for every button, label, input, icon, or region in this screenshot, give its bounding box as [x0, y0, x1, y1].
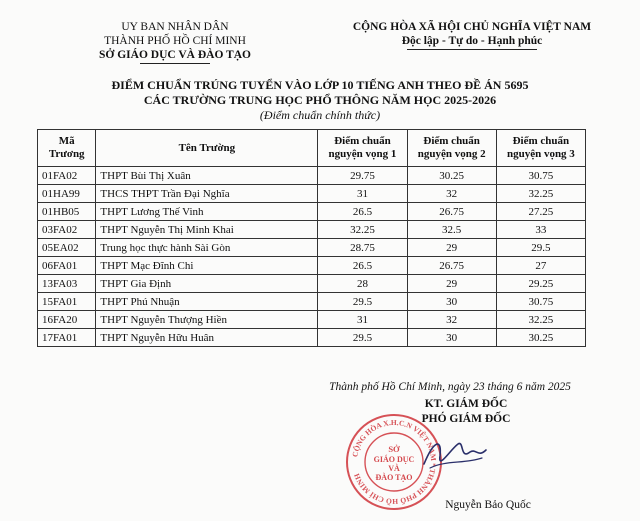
signer-name: Nguyễn Bảo Quốc [445, 499, 531, 511]
school-code: 17FA01 [38, 329, 96, 347]
school-code: 03FA02 [38, 221, 96, 239]
score-nv2: 26.75 [407, 257, 496, 275]
header-nv2: Điểm chuẩn nguyện vọng 2 [407, 130, 496, 167]
school-name: THCS THPT Trần Đại Nghĩa [96, 185, 318, 203]
title-line-1: ĐIỂM CHUẨN TRÚNG TUYỂN VÀO LỚP 10 TIẾNG ANH THEO ĐỀ ÁN 5695 [111, 78, 529, 92]
issue-date: Thành phố Hồ Chí Minh, ngày 23 tháng 6 năm 2025 [329, 381, 571, 393]
authority-underline [140, 63, 210, 64]
score-nv1: 32.25 [318, 221, 407, 239]
score-nv2: 29 [407, 275, 496, 293]
table-row [38, 239, 586, 257]
seal-center-line-3: VÀ [388, 464, 400, 473]
score-nv3: 32.25 [496, 185, 585, 203]
school-name: THPT Nguyễn Thị Minh Khai [96, 221, 318, 239]
score-nv3: 29.25 [496, 275, 585, 293]
score-nv3: 29.5 [496, 239, 585, 257]
school-code: 16FA20 [38, 311, 96, 329]
seal-center-line-4: ĐÀO TẠO [375, 473, 413, 482]
school-name: THPT Phú Nhuận [96, 293, 318, 311]
score-nv1: 28 [318, 275, 407, 293]
score-nv3: 27 [496, 257, 585, 275]
signer-role-line-1: KT. GIÁM ĐỐC [424, 398, 508, 410]
school-name: THPT Gia Định [96, 275, 318, 293]
authority-line-1: UY BAN NHÂN DÂN [121, 21, 229, 33]
table-row [38, 185, 586, 203]
table-row [38, 203, 586, 221]
admission-scores-table [37, 129, 586, 347]
score-nv3: 33 [496, 221, 585, 239]
table-row [38, 221, 586, 239]
score-nv1: 28.75 [318, 239, 407, 257]
score-nv1: 31 [318, 185, 407, 203]
score-nv2: 29 [407, 239, 496, 257]
table-row [38, 311, 586, 329]
document-subtitle: (Điểm chuẩn chính thức) [259, 108, 381, 122]
school-code: 01HA99 [38, 185, 96, 203]
score-nv2: 26.75 [407, 203, 496, 221]
score-nv1: 29.5 [318, 329, 407, 347]
school-code: 01HB05 [38, 203, 96, 221]
document-title [20, 78, 620, 108]
issuing-authority-header [60, 20, 290, 64]
score-nv1: 29.5 [318, 293, 407, 311]
score-nv1: 26.5 [318, 257, 407, 275]
score-nv2: 30 [407, 329, 496, 347]
table-row [38, 275, 586, 293]
signer-role-line-2: PHÓ GIÁM ĐỐC [421, 413, 511, 425]
school-code: 06FA01 [38, 257, 96, 275]
national-motto-header [322, 20, 622, 50]
score-nv1: 26.5 [318, 203, 407, 221]
title-line-2: CÁC TRƯỜNG TRUNG HỌC PHỔ THÔNG NĂM HỌC 2025-2026 [143, 93, 497, 107]
score-nv3: 30.25 [496, 329, 585, 347]
seal-center-line-1: SỞ [388, 444, 400, 454]
score-nv3: 30.75 [496, 167, 585, 185]
score-nv2: 32.5 [407, 221, 496, 239]
header-school-name: Tên Trường [96, 130, 318, 167]
signature-stroke [424, 443, 486, 464]
school-code: 05EA02 [38, 239, 96, 257]
score-nv2: 30.25 [407, 167, 496, 185]
score-nv2: 32 [407, 311, 496, 329]
school-code: 01FA02 [38, 167, 96, 185]
school-code: 15FA01 [38, 293, 96, 311]
table-row [38, 329, 586, 347]
seal-ring-textpath: CỘNG HÒA X.H.C.N VIỆT NAM * THÀNH PHỐ HỒ CHÍ MINH [350, 417, 439, 507]
authority-line-3: SỞ GIÁO DỤC VÀ ĐÀO TẠO [99, 49, 251, 61]
seal-center-line-2: GIÁO DỤC [373, 455, 415, 464]
score-nv1: 29.75 [318, 167, 407, 185]
header-school-code: Mã Trương [38, 130, 96, 167]
school-code: 13FA03 [38, 275, 96, 293]
score-nv2: 32 [407, 185, 496, 203]
table-row [38, 293, 586, 311]
score-nv3: 30.75 [496, 293, 585, 311]
header-nv1: Điểm chuẩn nguyện vọng 1 [318, 130, 407, 167]
school-name: Trung học thực hành Sài Gòn [96, 239, 318, 257]
table-header-row [38, 130, 586, 167]
score-nv3: 32.25 [496, 311, 585, 329]
school-name: THPT Bùi Thị Xuân [96, 167, 318, 185]
table-row [38, 257, 586, 275]
score-nv1: 31 [318, 311, 407, 329]
school-name: THPT Lương Thế Vinh [96, 203, 318, 221]
school-name: THPT Nguyễn Thượng Hiền [96, 311, 318, 329]
header-nv3: Điểm chuẩn nguyện vọng 3 [496, 130, 585, 167]
motto-underline [407, 49, 537, 50]
score-nv3: 27.25 [496, 203, 585, 221]
score-nv2: 30 [407, 293, 496, 311]
authority-line-2: THÀNH PHỐ HỒ CHÍ MINH [104, 35, 246, 47]
table-row [38, 167, 586, 185]
country-name: CỘNG HÒA XÃ HỘI CHỦ NGHĨA VIỆT NAM [352, 21, 592, 33]
signature-underline-stroke [430, 458, 482, 468]
school-name: THPT Nguyễn Hữu Huân [96, 329, 318, 347]
motto: Độc lập - Tự do - Hạnh phúc [401, 35, 543, 47]
school-name: THPT Mạc Đĩnh Chi [96, 257, 318, 275]
handwritten-signature [420, 430, 490, 480]
